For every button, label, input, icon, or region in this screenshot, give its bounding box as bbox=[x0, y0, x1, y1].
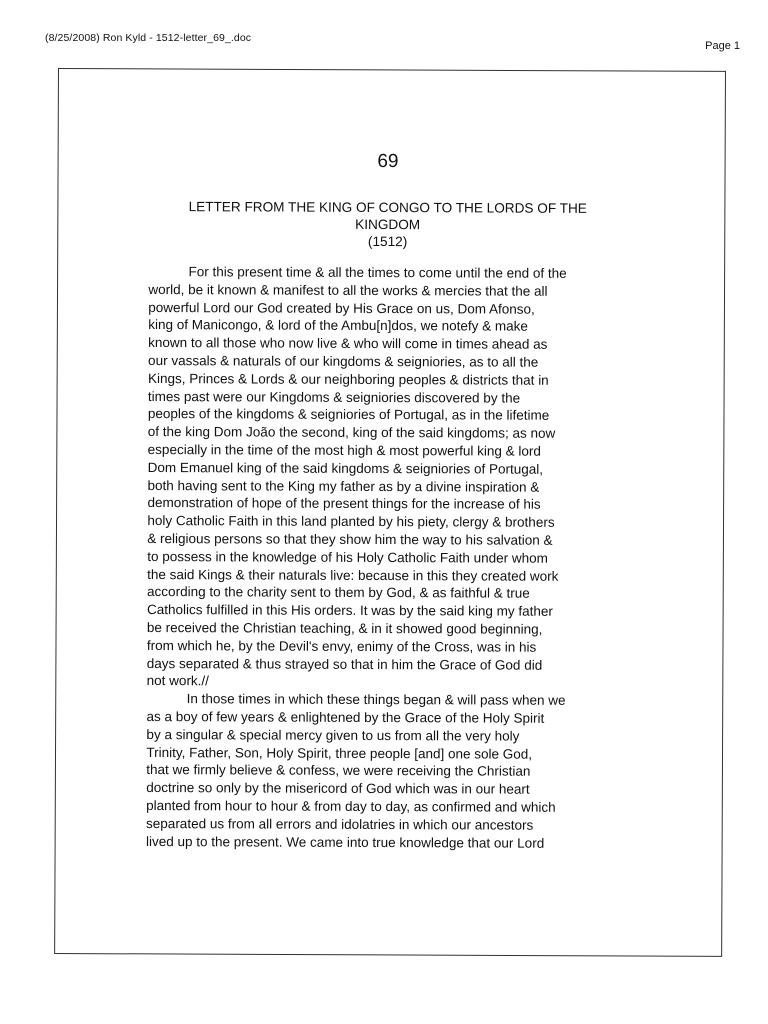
document-date: (1512) bbox=[367, 233, 408, 250]
paragraph-line: to possess in the knowledge of his Holy Catholic Faith under whom bbox=[147, 548, 548, 566]
paragraph-line: & religious persons so that they show him the way to his salvation & bbox=[147, 530, 553, 548]
paragraph-line: from which he, by the Devil's envy, enimy of the Cross, was in his bbox=[146, 637, 537, 655]
paragraph-line: powerful Lord our God created by His Grace on us, Dom Afonso, bbox=[148, 299, 535, 317]
paragraph-line: as a boy of few years & enlightened by the Grace of the Holy Spirit bbox=[146, 708, 545, 726]
paragraph-line: doctrine so only by the misericord of God which was in our heart bbox=[146, 780, 530, 797]
paragraph-line: planted from hour to hour & from day to day, as confirmed and which bbox=[146, 797, 556, 815]
paragraph-line: Trinity, Father, Son, Holy Spirit, three people [and] one sole God, bbox=[146, 744, 533, 762]
paragraph-line: demonstration of hope of the present things for the increase of his bbox=[147, 495, 541, 513]
paragraph-line: days separated & thus strayed so that in him the Grace of God did bbox=[146, 655, 543, 673]
page-label: Page 1 bbox=[705, 40, 740, 52]
paragraph-line: according to the charity sent to them by God, & as faithful & true bbox=[147, 584, 530, 602]
paragraph bbox=[147, 263, 627, 692]
paragraph-line: king of Manicongo, & lord of the Ambu[n]dos, we notefy & make bbox=[148, 317, 528, 335]
paragraph-line: For this present time & all the times to come until the end of the bbox=[188, 264, 567, 281]
paragraph-line: of the king Dom João the second, king of the said kingdoms; as now bbox=[147, 424, 556, 441]
paragraph-line: Kings, Princes & Lords & our neighboring peoples & districts that in bbox=[147, 370, 549, 388]
paragraph-line: be received the Christian teaching, & in it showed good beginning, bbox=[146, 619, 543, 637]
document-title: LETTER FROM THE KING OF CONGO TO THE LORDS OF THE KINGDOM bbox=[188, 199, 587, 233]
document-body bbox=[146, 263, 627, 852]
paragraph-line: peoples of the kingdoms & seigniories of Portugal, as in the lifetime bbox=[147, 406, 550, 424]
document-content bbox=[146, 150, 627, 852]
paragraph-line: by a singular & special mercy given to us from all the very holy bbox=[146, 726, 520, 744]
paragraph-line: separated us from all errors and idolatries in which our ancestors bbox=[146, 815, 534, 833]
paragraph-line: Dom Emanuel king of the said kingdoms & seigniories of Portugal, bbox=[147, 459, 544, 477]
paragraph-line: especially in the time of the most high & most powerful king & lord bbox=[147, 441, 541, 459]
paragraph-line: not work.// bbox=[146, 673, 209, 689]
paragraph-line: Catholics fulfilled in this His orders. It was by the said king my father bbox=[146, 602, 553, 619]
paragraph-line: that we firmly believe & confess, we were receiving the Christian bbox=[146, 762, 531, 779]
paragraph bbox=[146, 690, 625, 852]
page-number: 69 bbox=[377, 150, 399, 173]
paragraph-line: In those times in which these things began & will pass when we bbox=[186, 691, 566, 708]
paragraph-line: both having sent to the King my father as by a divine inspiration & bbox=[147, 477, 540, 495]
paragraph-line: times past were our Kingdoms & seigniories discovered by the bbox=[147, 388, 521, 406]
paragraph-line: world, be it known & manifest to all the works & mercies that the all bbox=[148, 281, 548, 299]
paragraph-line: known to all those who now live & who will come in times ahead as bbox=[148, 335, 548, 352]
paragraph-line: our vassals & naturals of our kingdoms & seigniories, as to all the bbox=[148, 352, 539, 370]
paragraph-line: lived up to the present. We came into true knowledge that our Lord bbox=[145, 833, 545, 851]
paragraph-line: holy Catholic Faith in this land planted by his piety, clergy & brothers bbox=[147, 513, 555, 530]
file-info-header: (8/25/2008) Ron Kyld - 1512-letter_69_.doc bbox=[45, 32, 252, 44]
paragraph-line: the said Kings & their naturals live: because in this they created work bbox=[147, 566, 559, 584]
